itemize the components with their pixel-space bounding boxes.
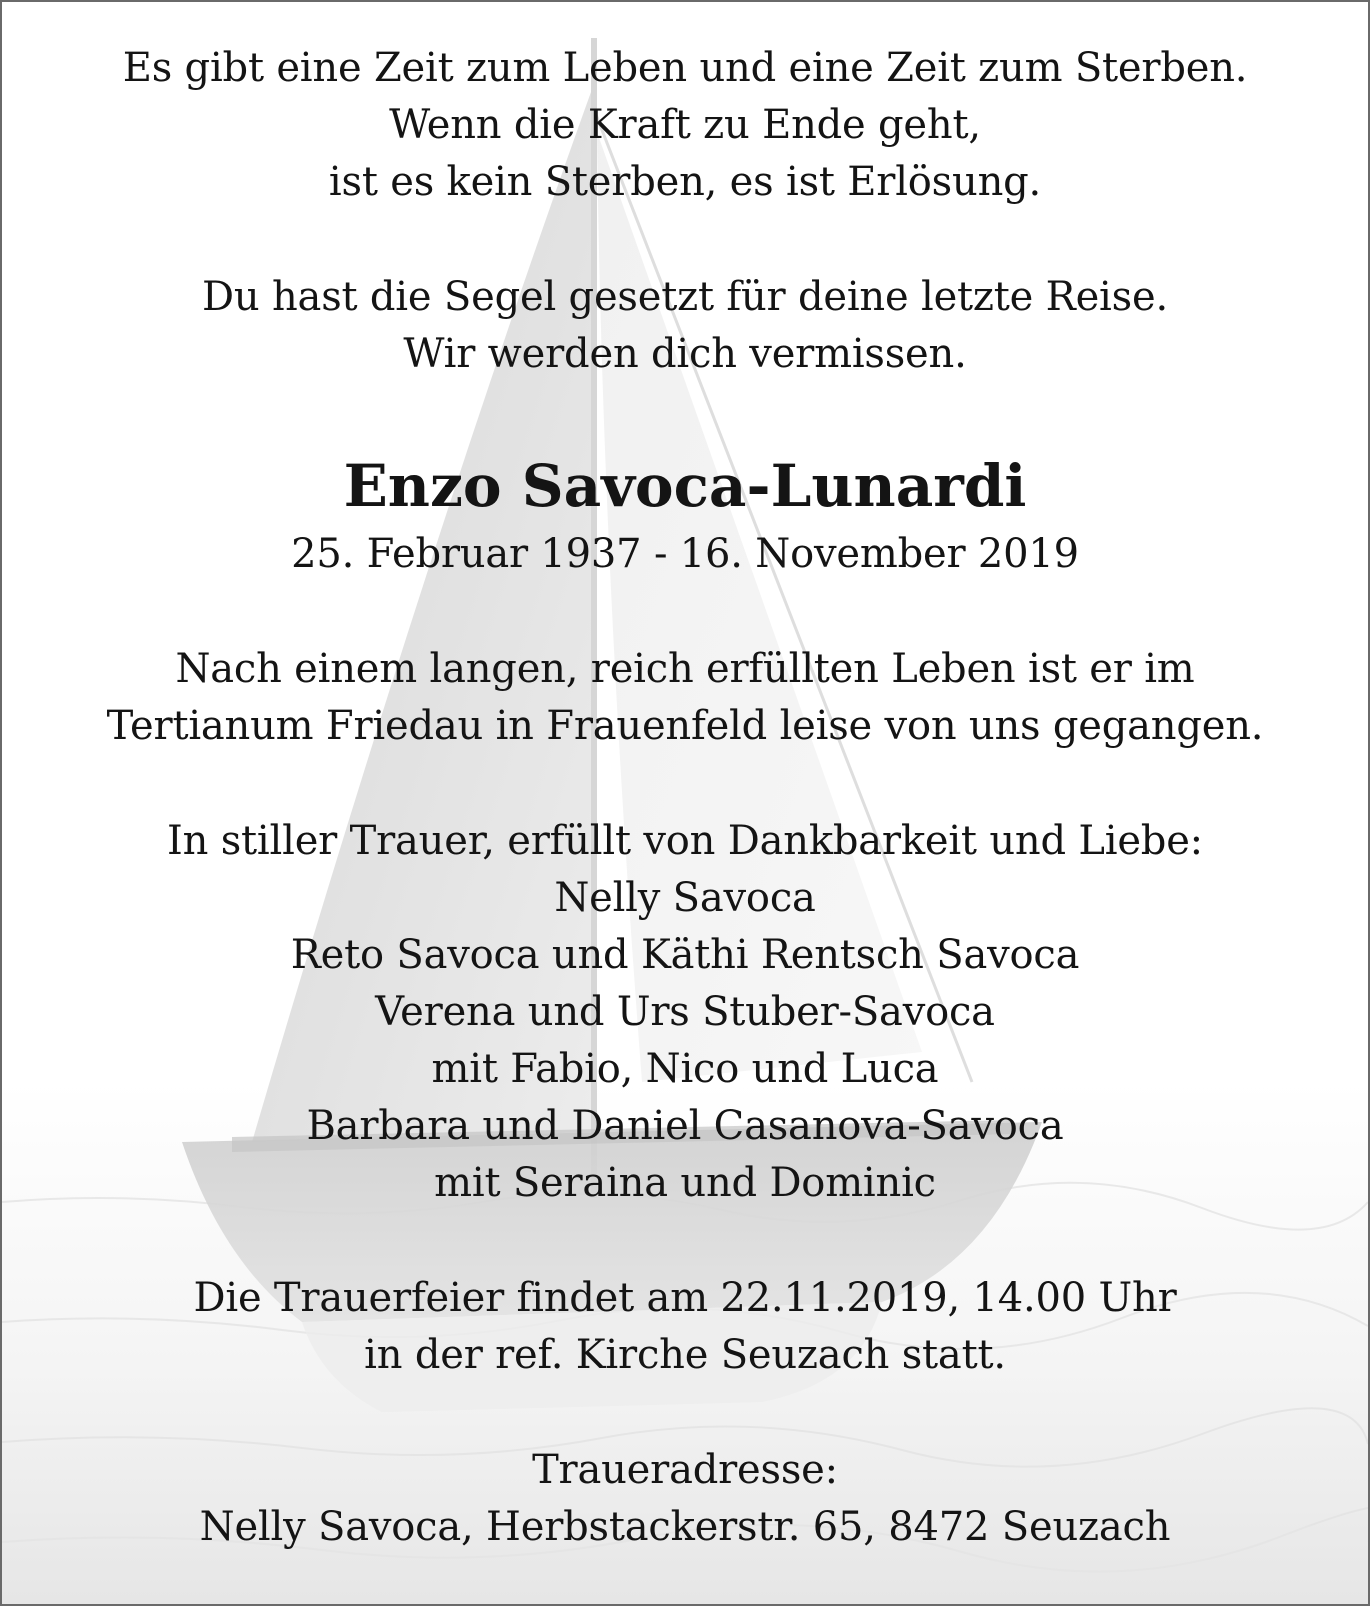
motto-line: Es gibt eine Zeit zum Leben und eine Zeit zum Sterben. [122, 45, 1248, 91]
passing-line: Nach einem langen, reich erfüllten Leben ist er im [175, 646, 1195, 692]
mourner-name: Verena und Urs Stuber-Savoca [375, 989, 995, 1035]
deceased-name: Enzo Savoca-Lunardi [343, 452, 1027, 520]
service-line: in der ref. Kirche Seuzach statt. [364, 1332, 1006, 1378]
farewell-line: Wir werden dich vermissen. [403, 331, 967, 377]
address-label: Traueradresse: [532, 1447, 838, 1493]
mourner-name: Reto Savoca und Käthi Rentsch Savoca [290, 932, 1080, 978]
mourner-name: Barbara und Daniel Casanova-Savoca [306, 1103, 1064, 1149]
passing-line: Tertianum Friedau in Frauenfeld leise von uns gegangen. [106, 703, 1264, 749]
motto-line: ist es kein Sterben, es ist Erlösung. [328, 159, 1042, 205]
mourner-name: mit Seraina und Dominic [434, 1160, 936, 1206]
life-dates: 25. Februar 1937 - 16. November 2019 [291, 531, 1079, 577]
farewell-line: Du hast die Segel gesetzt für deine letzte Reise. [202, 274, 1168, 320]
mourners-intro: In stiller Trauer, erfüllt von Dankbarkeit und Liebe: [167, 818, 1203, 864]
service-line: Die Trauerfeier findet am 22.11.2019, 14.00 Uhr [193, 1275, 1177, 1321]
motto-line: Wenn die Kraft zu Ende geht, [389, 102, 981, 148]
address-value: Nelly Savoca, Herbstackerstr. 65, 8472 Seuzach [199, 1504, 1171, 1550]
mourner-name: Nelly Savoca [554, 875, 816, 921]
mourner-name: mit Fabio, Nico und Luca [431, 1046, 939, 1092]
